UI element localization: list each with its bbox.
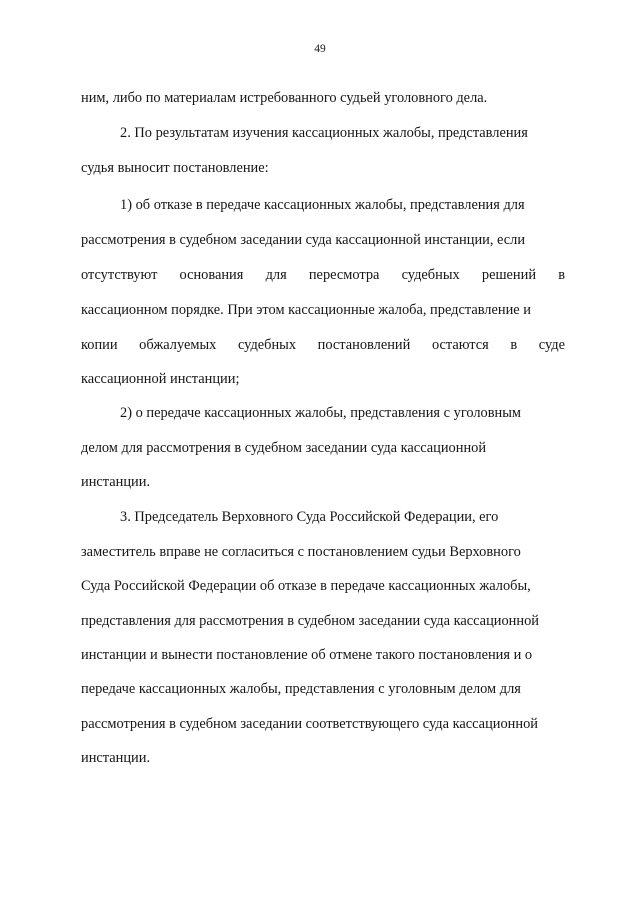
word: в [510, 337, 518, 353]
text-line: представления для рассмотрения в судебном заседании суда кассационной [81, 613, 539, 629]
text-line: заместитель вправе не согласиться с постановлением судьи Верховного [81, 544, 521, 560]
text-line: кассационном порядке. При этом кассационные жалоба, представление и [81, 302, 531, 318]
page-number: 49 [314, 43, 326, 55]
text-line: кассационной инстанции; [81, 371, 240, 387]
paragraph-2-line: 2. По результатам изучения кассационных жалобы, представления [120, 125, 528, 141]
justified-line [81, 337, 565, 353]
word: обжалуемых [139, 337, 217, 353]
word: решений [481, 267, 537, 283]
text-line: инстанции. [81, 474, 151, 490]
subitem-1-line: 1) об отказе в передаче кассационных жалобы, представления для [120, 197, 525, 213]
word: основания [179, 267, 244, 283]
text-line: рассмотрения в судебном заседании суда кассационной инстанции, если [81, 232, 526, 248]
text-line: делом для рассмотрения в судебном заседании суда кассационной [81, 440, 487, 456]
text-line: передаче кассационных жалобы, представления с уголовным делом для [81, 681, 521, 697]
word: суде [538, 337, 565, 353]
word: остаются [431, 337, 489, 353]
word: судебных [237, 337, 297, 353]
word: постановлений [317, 337, 411, 353]
subitem-2-line: 2) о передаче кассационных жалобы, представления с уголовным [120, 405, 522, 421]
text-line: инстанции и вынести постановление об отмене такого постановления и о [81, 647, 533, 663]
text-line: Суда Российской Федерации об отказе в передаче кассационных жалобы, [81, 578, 531, 594]
word: для [265, 267, 287, 283]
justified-line [81, 267, 565, 283]
word: отсутствуют [81, 267, 158, 283]
paragraph-3-line: 3. Председатель Верховного Суда Российской Федерации, его [120, 509, 499, 525]
word: судебных [401, 267, 460, 283]
text-line: рассмотрения в судебном заседании соответствующего суда кассационной [81, 716, 538, 732]
word: в [558, 267, 565, 283]
text-line: судья выносит постановление: [81, 160, 269, 176]
text-line: ним, либо по материалам истребованного судьей уголовного дела. [81, 90, 488, 106]
word: копии [81, 337, 118, 353]
word: пересмотра [308, 267, 380, 283]
text-line: инстанции. [81, 750, 151, 766]
